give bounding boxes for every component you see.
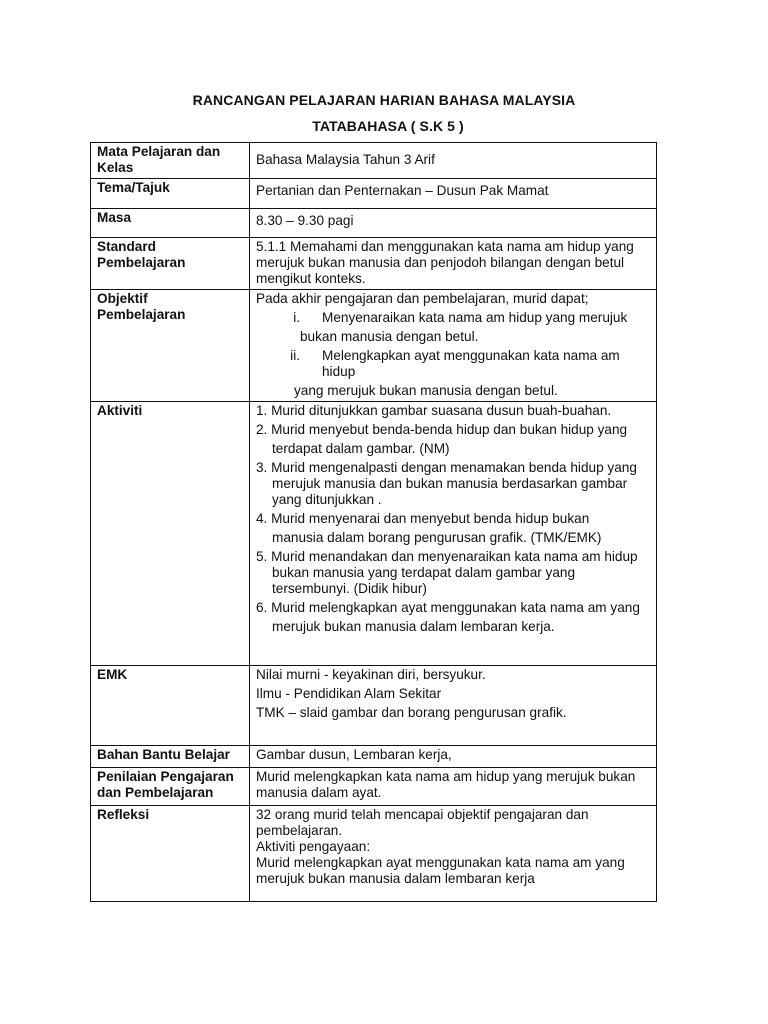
aktiviti-item-2-line-a: 2. Murid menyebut benda-benda hidup dan bukan hidup yang [256, 422, 628, 437]
objektif-item-2-text: Melengkapkan ayat menggunakan kata nama am [322, 348, 620, 363]
aktiviti-item-5-line-a: 5. Murid menandakan dan menyenaraikan kata nama am hidup [256, 549, 638, 564]
masa-text: 8.30 – 9.30 pagi [256, 213, 354, 228]
objektif-item-2 [256, 348, 650, 364]
value-masa [250, 209, 657, 238]
refleksi-line-1: 32 orang murid telah mencapai objektif pengajaran dan pembelajaran. [256, 807, 589, 838]
label-penilaian-line2: dan Pembelajaran [97, 785, 214, 800]
row-tema [91, 179, 657, 209]
label-aktiviti: Aktiviti [91, 402, 250, 666]
value-penilaian: Murid melengkapkan kata nama am hidup yang merujuk bukan manusia dalam ayat. [250, 768, 657, 806]
document-title: RANCANGAN PELAJARAN HARIAN BAHASA MALAYSIA [192, 92, 576, 108]
row-refleksi [91, 806, 657, 902]
aktiviti-item-2-line-b: terdapat dalam gambar. (NM) [272, 441, 450, 456]
label-penilaian [91, 768, 250, 806]
label-refleksi: Refleksi [91, 806, 250, 902]
emk-line-3: TMK – slaid gambar dan borang pengurusan grafik. [256, 705, 567, 720]
emk-line-2: Ilmu - Pendidikan Alam Sekitar [256, 686, 442, 701]
aktiviti-item-4-line-a: 4. Murid menyenarai dan menyebut benda hidup bukan [256, 511, 590, 526]
aktiviti-item-6-line-a: 6. Murid melengkapkan ayat menggunakan kata nama am yang [256, 600, 640, 615]
aktiviti-item-4-line-b: manusia dalam borang pengurusan grafik. (TMK/EMK) [272, 530, 602, 545]
row-standard [91, 238, 657, 290]
row-mata-pelajaran [91, 143, 657, 179]
value-mata-pelajaran [250, 143, 657, 179]
label-objektif-line2: Pembelajaran [97, 307, 186, 322]
refleksi-line-3: Murid melengkapkan ayat menggunakan kata nama am yang merujuk bukan manusia dalam lembaran kerja [256, 855, 625, 886]
lesson-plan-table [90, 142, 657, 902]
value-tema [250, 179, 657, 209]
objektif-item-2-continuation-2: yang merujuk bukan manusia dengan betul. [294, 383, 558, 398]
objektif-item-1 [256, 310, 650, 326]
document-subtitle: TATABAHASA ( S.K 5 ) [312, 118, 464, 134]
mata-pelajaran-text: Bahasa Malaysia Tahun 3 Arif [256, 152, 435, 167]
aktiviti-item-1 [256, 403, 650, 419]
aktiviti-item-6 [256, 600, 650, 635]
refleksi-line-2: Aktiviti pengayaan: [256, 839, 371, 854]
objektif-item-1-continuation: bukan manusia dengan betul. [300, 329, 479, 344]
label-mata-pelajaran: Mata Pelajaran dan Kelas [91, 143, 250, 179]
aktiviti-item-6-line-b: merujuk bukan manusia dalam lembaran kerja. [272, 619, 555, 634]
row-bahan [91, 746, 657, 768]
value-emk [250, 666, 657, 746]
aktiviti-item-3 [256, 460, 650, 508]
objektif-item-2-continuation-1: hidup [322, 364, 356, 379]
aktiviti-item-5-line-c: tersembunyi. (Didik hibur) [272, 581, 427, 596]
label-tema: Tema/Tajuk [91, 179, 250, 209]
tema-text: Pertanian dan Penternakan – Dusun Pak Mamat [256, 183, 549, 198]
label-standard-line1: Standard [97, 239, 156, 254]
row-objektif [91, 290, 657, 402]
aktiviti-item-4 [256, 511, 650, 546]
aktiviti-item-1-text: 1. Murid ditunjukkan gambar suasana dusun buah-buahan. [256, 403, 612, 418]
objektif-intro: Pada akhir pengajaran dan pembelajaran, murid dapat; [256, 291, 589, 306]
row-penilaian [91, 768, 657, 806]
value-standard: 5.1.1 Memahami dan menggunakan kata nama am hidup yang merujuk bukan manusia dan penjodoh bilangan dengan betul mengikut konteks. [250, 238, 657, 290]
aktiviti-item-3-line-b: merujuk manusia dan bukan manusia berdasarkan gambar [272, 476, 628, 491]
aktiviti-item-3-line-c: yang ditunjukkan . [272, 492, 382, 507]
aktiviti-item-5-line-b: bukan manusia yang terdapat dalam gambar yang [272, 565, 576, 580]
aktiviti-item-2 [256, 422, 650, 457]
aktiviti-list [256, 403, 650, 635]
value-refleksi [250, 806, 657, 902]
row-emk [91, 666, 657, 746]
label-bahan: Bahan Bantu Belajar [91, 746, 250, 768]
label-objektif-line1: Objektif [97, 291, 148, 306]
objektif-item-2-number: ii. [290, 348, 300, 363]
value-aktiviti [250, 402, 657, 666]
emk-line-1: Nilai murni - keyakinan diri, bersyukur. [256, 667, 486, 682]
label-emk: EMK [91, 666, 250, 746]
value-objektif [250, 290, 657, 402]
label-masa: Masa [91, 209, 250, 238]
row-masa [91, 209, 657, 238]
label-objektif [91, 290, 250, 402]
row-aktiviti [91, 402, 657, 666]
aktiviti-item-5 [256, 549, 650, 597]
objektif-item-1-text: Menyenaraikan kata nama am hidup yang merujuk [322, 310, 628, 325]
aktiviti-item-3-line-a: 3. Murid mengenalpasti dengan menamakan benda hidup yang [256, 460, 637, 475]
label-penilaian-line1: Penilaian Pengajaran [97, 769, 234, 784]
label-standard [91, 238, 250, 290]
value-bahan: Gambar dusun, Lembaran kerja, [250, 746, 657, 768]
objektif-item-1-number: i. [293, 310, 300, 325]
label-standard-line2: Pembelajaran [97, 255, 186, 270]
